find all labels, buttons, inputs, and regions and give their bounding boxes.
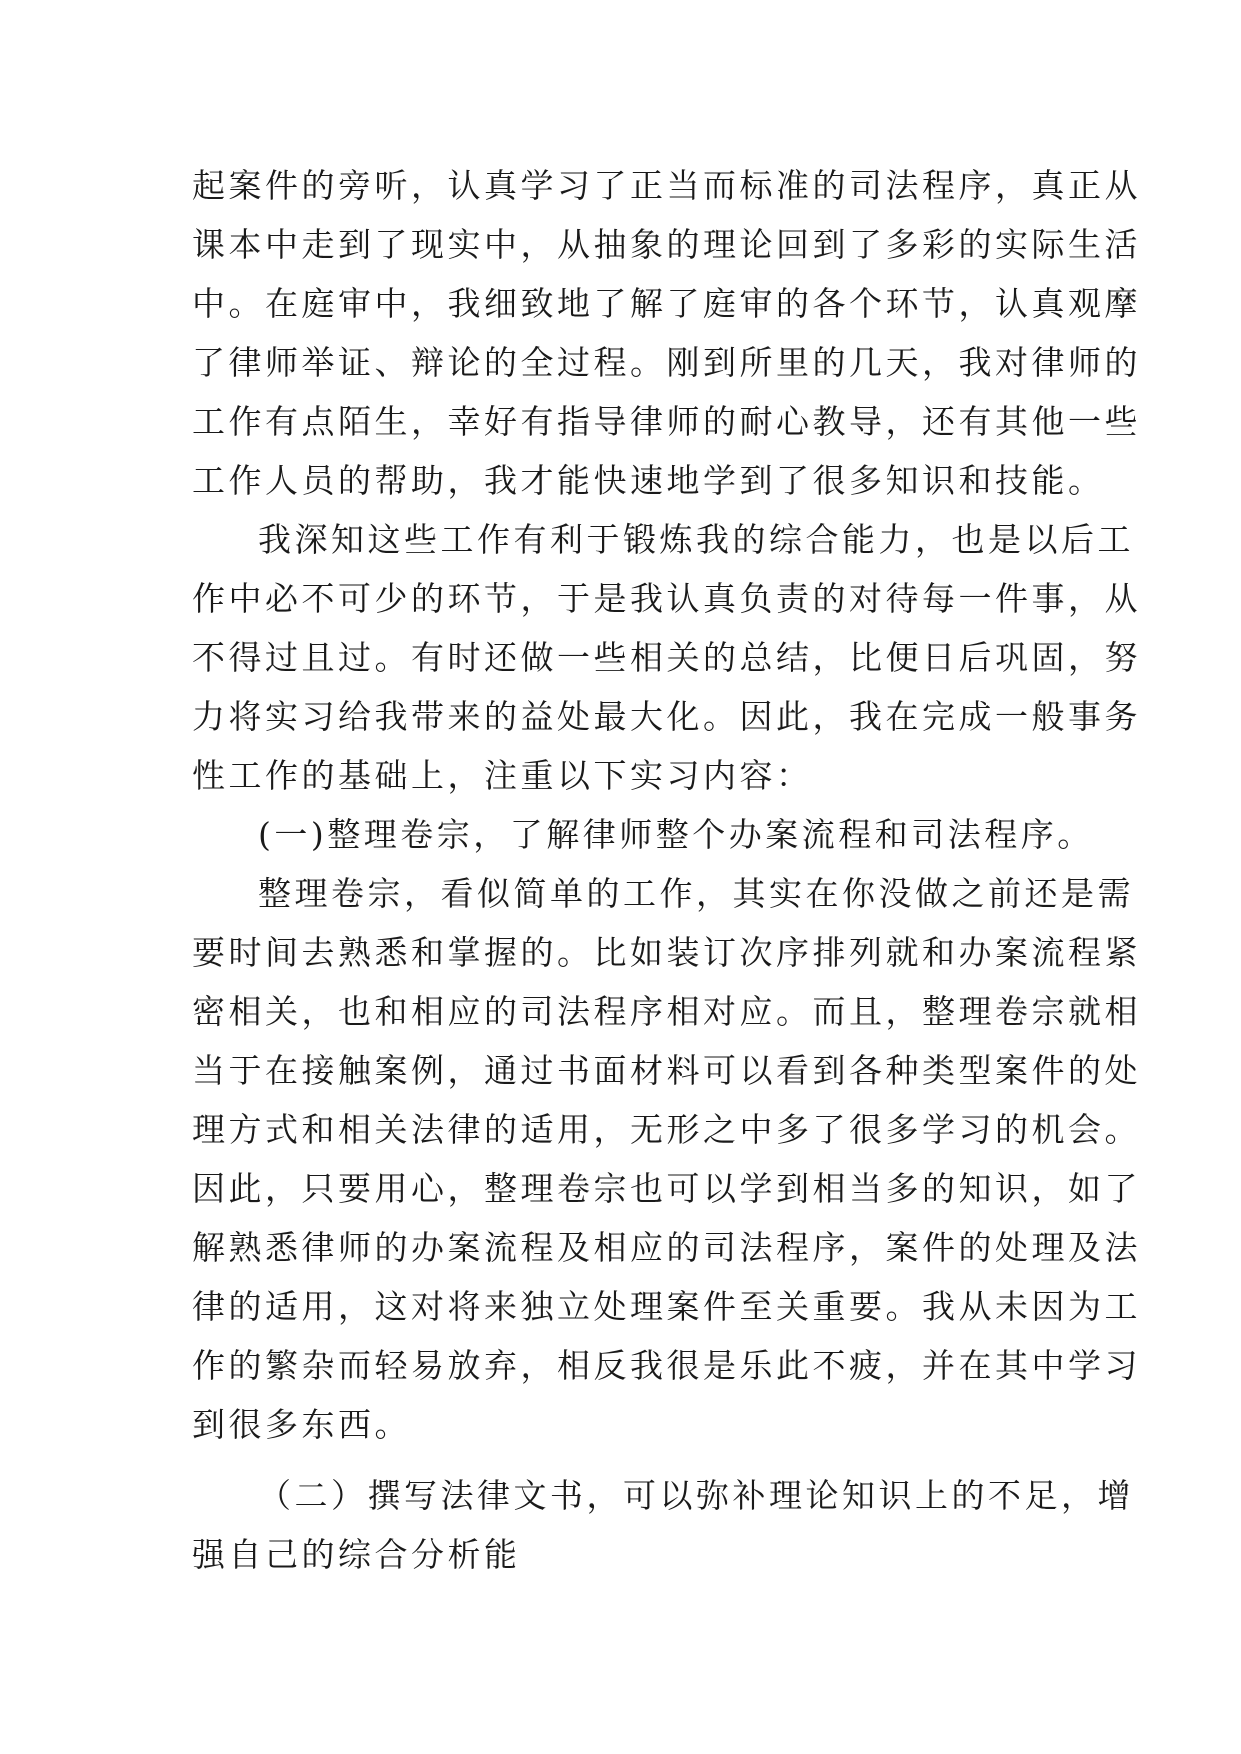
paragraph-start-line: 整理卷宗，看似简单的工作，其实在你没做之前还是需 (258, 874, 1134, 913)
text-line: 解熟悉律师的办案流程及相应的司法程序，案件的处理及法 (192, 1228, 1141, 1267)
text-line: 中。在庭审中，我细致地了解了庭审的各个环节，认真观摩 (192, 284, 1141, 323)
paragraph-start-line: 我深知这些工作有利于锻炼我的综合能力，也是以后工 (258, 520, 1134, 559)
text-line: 工作有点陌生，幸好有指导律师的耐心教导，还有其他一些 (192, 402, 1141, 441)
text-line: 作的繁杂而轻易放弃，相反我很是乐此不疲，并在其中学习 (192, 1346, 1141, 1385)
text-line: 要时间去熟悉和掌握的。比如装订次序排列就和办案流程紧 (192, 933, 1141, 972)
document-body (192, 156, 1141, 1584)
text-line: 工作人员的帮助，我才能快速地学到了很多知识和技能。 (192, 461, 1105, 500)
text-line: 性工作的基础上，注重以下实习内容： (192, 756, 813, 795)
text-line: 课本中走到了现实中，从抽象的理论回到了多彩的实际生活 (192, 225, 1141, 264)
text-line: 理方式和相关法律的适用，无形之中多了很多学习的机会。 (192, 1110, 1141, 1149)
text-line: 到很多东西。 (192, 1405, 411, 1444)
text-line: 力将实习给我带来的益处最大化。因此，我在完成一般事务 (192, 697, 1141, 736)
text-line: 起案件的旁听，认真学习了正当而标准的司法程序，真正从 (192, 166, 1141, 205)
text-line: 因此，只要用心，整理卷宗也可以学到相当多的知识，如了 (192, 1169, 1141, 1208)
text-line: 强自己的综合分析能 (192, 1535, 521, 1574)
text-line: 律的适用，这对将来独立处理案件至关重要。我从未因为工 (192, 1287, 1141, 1326)
text-line: 当于在接触案例，通过书面材料可以看到各种类型案件的处 (192, 1051, 1141, 1090)
text-line: 不得过且过。有时还做一些相关的总结，比便日后巩固，努 (192, 638, 1141, 677)
section-heading: (一)整理卷宗，了解律师整个办案流程和司法程序。 (258, 815, 1094, 854)
text-line: 密相关，也和相应的司法程序相对应。而且，整理卷宗就相 (192, 992, 1141, 1031)
text-line: 作中必不可少的环节，于是我认真负责的对待每一件事，从 (192, 579, 1141, 618)
section-heading: （二）撰写法律文书，可以弥补理论知识上的不足，增 (258, 1476, 1134, 1515)
text-line: 了律师举证、辩论的全过程。刚到所里的几天，我对律师的 (192, 343, 1141, 382)
